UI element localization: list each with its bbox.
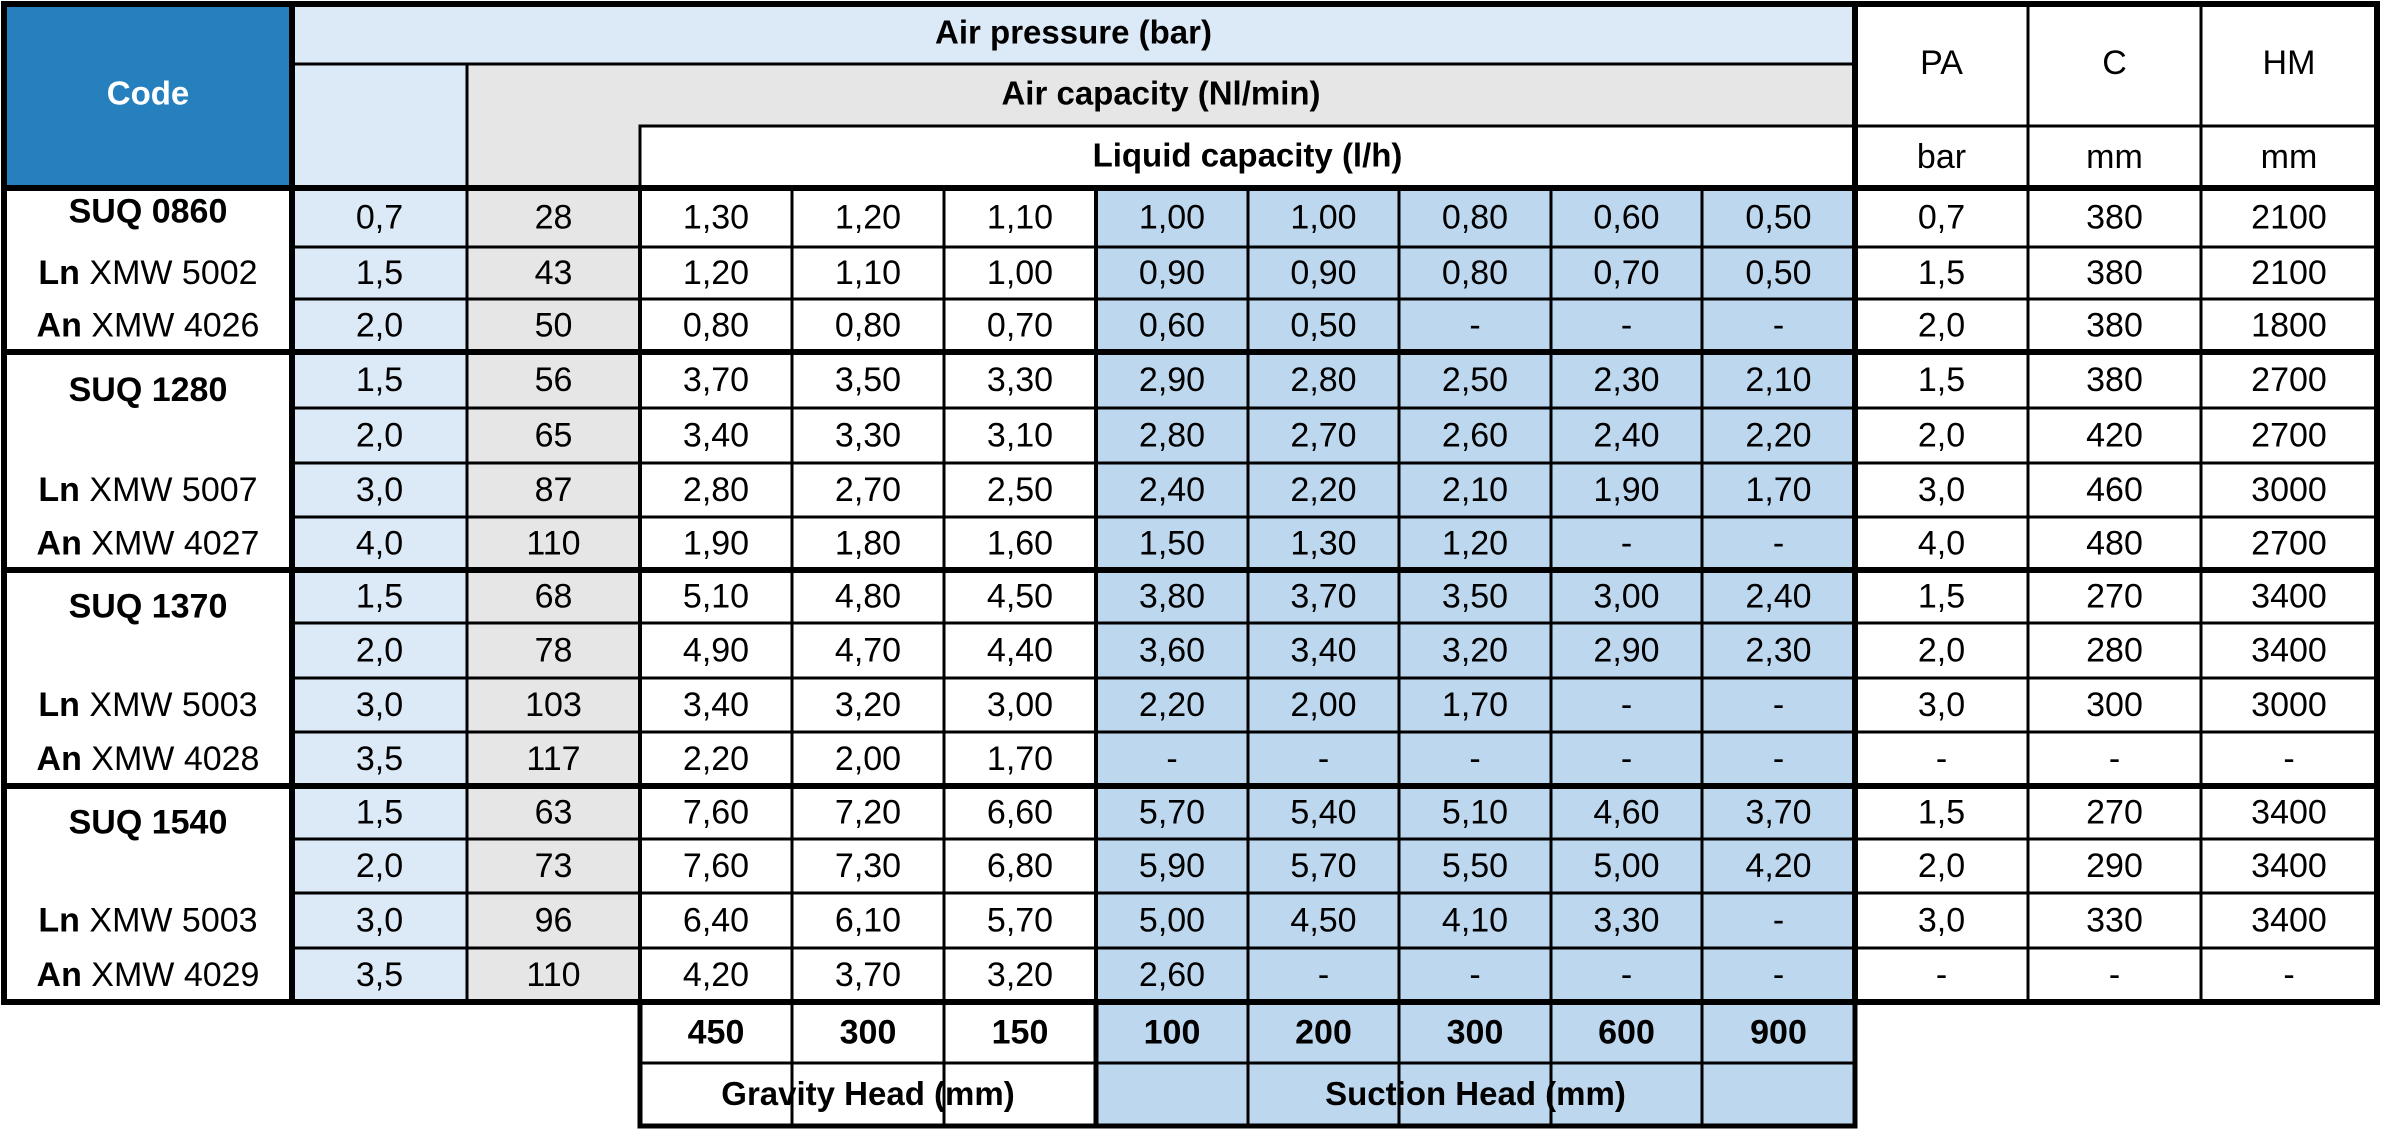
table-cell: - (1935, 739, 1948, 778)
table-cell: 1,5 (355, 360, 404, 399)
table-cell: 330 (2086, 901, 2143, 940)
table-cell: 1,00 (1290, 198, 1357, 237)
table-cell: - (1772, 306, 1785, 345)
head-value: 100 (1143, 1013, 1201, 1052)
table-cell: 7,60 (682, 793, 750, 832)
table-cell: 3,50 (834, 360, 902, 399)
head-value: 150 (991, 1013, 1049, 1052)
table-cell: 2,70 (834, 470, 902, 509)
table-cell: - (1317, 739, 1330, 778)
table-cell: 1,70 (986, 739, 1054, 778)
table-cell: 4,80 (834, 577, 902, 616)
table-cell: 5,00 (1138, 901, 1206, 940)
table-cell: 5,50 (1441, 846, 1509, 885)
table-cell: - (1935, 955, 1948, 994)
table-cell: 3,5 (355, 739, 404, 778)
head-value: 300 (839, 1013, 897, 1052)
table-cell: - (1772, 955, 1785, 994)
table-cell: - (2283, 955, 2295, 994)
code-header: Code (106, 74, 190, 112)
table-cell: 2,10 (1745, 360, 1812, 399)
an-code-value: XMW 4028 (81, 739, 260, 778)
head-value: 600 (1598, 1013, 1655, 1052)
table-cell: 2100 (2251, 253, 2327, 292)
table-cell: 1,60 (986, 524, 1054, 563)
ln-code-prefix: Ln (38, 901, 80, 940)
head-value: 300 (1446, 1013, 1504, 1052)
table-cell: 117 (526, 739, 581, 778)
table-cell: 103 (525, 685, 582, 724)
suction-head-label: Suction Head (mm) (1325, 1075, 1626, 1113)
table-cell: 1,80 (834, 524, 902, 563)
table-cell: 1,70 (1441, 685, 1509, 724)
table-cell: 3,70 (1290, 577, 1357, 616)
table-cell: 3,80 (1138, 577, 1206, 616)
table-cell: 4,10 (1441, 901, 1509, 940)
table-cell: - (1166, 739, 1178, 778)
hm-unit: mm (2260, 137, 2318, 176)
table-cell: - (1469, 955, 1481, 994)
table-cell: 1,50 (1138, 524, 1206, 563)
table-cell: 5,10 (1441, 793, 1509, 832)
table-cell: 2,0 (355, 631, 404, 670)
table-cell: 2,50 (986, 470, 1054, 509)
table-cell: - (1620, 306, 1633, 345)
product-code: SUQ 0860 (68, 192, 228, 231)
table-cell: 68 (534, 577, 573, 616)
table-cell: 280 (2086, 631, 2143, 670)
table-cell: 1,5 (355, 793, 404, 832)
product-code: SUQ 1540 (68, 803, 228, 842)
table-cell: 4,0 (355, 524, 404, 563)
table-cell: 3,0 (1917, 685, 1966, 724)
table-cell: 1800 (2251, 306, 2327, 345)
table-cell: 3400 (2251, 793, 2327, 832)
table-cell: 4,50 (986, 577, 1054, 616)
table-cell: 0,50 (1290, 306, 1357, 345)
table-cell: 3,0 (355, 470, 404, 509)
table-cell: 2,80 (682, 470, 750, 509)
table-cell: 0,60 (1593, 198, 1660, 237)
table-cell: 4,70 (834, 631, 902, 670)
table-cell: - (2108, 739, 2121, 778)
table-cell: 4,50 (1290, 901, 1357, 940)
table-cell: 0,50 (1745, 198, 1812, 237)
table-cell: 5,70 (1138, 793, 1206, 832)
head-value: 200 (1295, 1013, 1352, 1052)
table-cell: 2,30 (1593, 360, 1660, 399)
table-cell: 3,40 (682, 685, 750, 724)
table-cell: 3,0 (355, 901, 404, 940)
table-cell: 1,20 (834, 198, 902, 237)
table-cell: 0,90 (1138, 253, 1206, 292)
ln-code-prefix: Ln (38, 253, 80, 292)
ln-code-value: XMW 5003 (79, 685, 258, 724)
table-cell: 380 (2086, 253, 2143, 292)
table-cell: 6,10 (834, 901, 902, 940)
table-cell: 1,5 (1917, 360, 1966, 399)
table-cell: 3,30 (1593, 901, 1660, 940)
ln-code-prefix: Ln (38, 470, 80, 509)
table-cell: 3,20 (986, 955, 1054, 994)
table-cell: 3000 (2251, 685, 2327, 724)
an-code-value: XMW 4029 (81, 955, 260, 994)
an-code-prefix: An (36, 739, 82, 778)
table-cell: 1,20 (682, 253, 750, 292)
table-cell: 0,90 (1290, 253, 1357, 292)
c-unit: mm (2086, 137, 2143, 176)
table-cell: 1,30 (1290, 524, 1357, 563)
table-cell: 5,70 (1290, 846, 1357, 885)
table-cell: 1,5 (1917, 793, 1966, 832)
air-pressure-header: Air pressure (bar) (935, 13, 1212, 51)
table-cell: 3,5 (355, 955, 404, 994)
table-cell: - (2108, 955, 2121, 994)
table-cell: 2,10 (1441, 470, 1509, 509)
table-cell: 3,30 (834, 416, 902, 455)
table-cell: 2100 (2251, 198, 2327, 237)
table-cell: 1,5 (1917, 253, 1966, 292)
table-cell: 0,7 (355, 198, 404, 237)
table-cell: 420 (2086, 416, 2143, 455)
table-cell: 2,60 (1138, 955, 1206, 994)
table-cell: 290 (2086, 846, 2143, 885)
table-cell: 1,90 (682, 524, 750, 563)
table-cell: 2,0 (1917, 631, 1966, 670)
table-cell: 270 (2086, 793, 2143, 832)
ln-code (38, 471, 257, 509)
product-code: SUQ 1370 (68, 587, 228, 626)
an-code-prefix: An (36, 306, 82, 345)
table-cell: 4,40 (986, 631, 1054, 670)
table-cell: 3,10 (986, 416, 1054, 455)
table-cell: 0,80 (1441, 253, 1509, 292)
table-cell: 3,50 (1441, 577, 1509, 616)
table-cell: 2,20 (1745, 416, 1812, 455)
table-cell: 3,70 (682, 360, 750, 399)
air-capacity-header: Air capacity (Nl/min) (1001, 74, 1321, 112)
an-code (37, 740, 260, 778)
table-cell: 2,20 (1290, 470, 1357, 509)
table-cell: 5,40 (1290, 793, 1357, 832)
table-cell: 2,30 (1745, 631, 1812, 670)
ln-code (38, 901, 257, 939)
table-cell: 3,40 (682, 416, 750, 455)
table-cell: 2,00 (834, 739, 902, 778)
table-cell: 2700 (2251, 524, 2327, 563)
table-cell: 270 (2086, 577, 2143, 616)
table-cell: 3400 (2251, 577, 2327, 616)
table-cell: 0,80 (834, 306, 902, 345)
table-cell: 1,70 (1745, 470, 1812, 509)
an-code-value: XMW 4026 (81, 306, 260, 345)
table-cell: - (1772, 739, 1785, 778)
table-cell: - (1620, 524, 1633, 563)
table-cell: 6,60 (986, 793, 1054, 832)
table-cell: 3,20 (1441, 631, 1509, 670)
hm-header: HM (2262, 43, 2316, 82)
table-cell: 3,00 (1593, 577, 1660, 616)
table-cell: - (1620, 739, 1633, 778)
air-capacity-header-cell (467, 126, 640, 188)
an-code-prefix: An (36, 955, 82, 994)
an-code (37, 956, 260, 994)
table-cell: 1,20 (1441, 524, 1509, 563)
table-cell: 2,80 (1138, 416, 1206, 455)
table-cell: 5,90 (1138, 846, 1206, 885)
table-cell: 110 (526, 955, 581, 994)
table-cell: 3400 (2251, 846, 2327, 885)
table-cell: 480 (2086, 524, 2143, 563)
pa-unit: bar (1916, 137, 1967, 176)
table-cell: - (1772, 685, 1785, 724)
table-cell: 1,00 (1138, 198, 1206, 237)
air-pressure-header-cell (292, 64, 467, 188)
table-cell: 3,0 (1917, 901, 1966, 940)
table-cell: 2700 (2251, 416, 2327, 455)
table-cell: 56 (534, 360, 573, 399)
table-cell: 1,5 (1917, 577, 1966, 616)
ln-code (38, 686, 257, 724)
liquid-capacity-header: Liquid capacity (l/h) (1092, 136, 1403, 174)
table-cell: 63 (534, 793, 573, 832)
table-cell: 1,30 (682, 198, 750, 237)
table-cell: 2,90 (1593, 631, 1660, 670)
table-cell: 6,80 (986, 846, 1054, 885)
head-value: 900 (1750, 1013, 1807, 1052)
table-cell: 1,5 (355, 253, 404, 292)
table-cell: - (1620, 955, 1633, 994)
table-cell: 4,60 (1593, 793, 1660, 832)
table-cell: 0,70 (1593, 253, 1660, 292)
gravity-head-label: Gravity Head (mm) (721, 1075, 1015, 1113)
table-cell: 2700 (2251, 360, 2327, 399)
table-cell: 1,5 (355, 577, 404, 616)
table-cell: 3,0 (1917, 470, 1966, 509)
table-cell: 2,70 (1290, 416, 1357, 455)
table-cell: 3400 (2251, 631, 2327, 670)
table-cell: 2,20 (682, 739, 750, 778)
table-cell: 0,60 (1138, 306, 1206, 345)
table-cell: 65 (534, 416, 573, 455)
table-cell: - (1772, 524, 1785, 563)
table-cell: 28 (534, 198, 573, 237)
table-cell: - (1317, 955, 1330, 994)
ln-code-value: XMW 5007 (79, 470, 258, 509)
table-cell: 4,90 (682, 631, 750, 670)
table-cell: 2,40 (1745, 577, 1812, 616)
ln-code-value: XMW 5002 (79, 253, 258, 292)
table-cell: 1,10 (834, 253, 902, 292)
table-cell: 3,30 (986, 360, 1054, 399)
table-cell: 2,60 (1441, 416, 1509, 455)
table-cell: 3,0 (355, 685, 404, 724)
table-cell: 1,00 (986, 253, 1054, 292)
table-cell: 73 (534, 846, 573, 885)
table-cell: - (1620, 685, 1633, 724)
ln-code (38, 254, 257, 292)
table-cell: 96 (534, 901, 573, 940)
an-code-prefix: An (36, 524, 82, 563)
table-cell: 3,00 (986, 685, 1054, 724)
table-cell: 2,50 (1441, 360, 1509, 399)
table-cell: 5,00 (1593, 846, 1660, 885)
table-cell: 0,7 (1917, 198, 1966, 237)
table-cell: 3,70 (1745, 793, 1812, 832)
table-cell: 2,0 (1917, 416, 1966, 455)
table-cell: 43 (534, 253, 573, 292)
table-cell: 1,10 (986, 198, 1054, 237)
table-cell: 2,0 (1917, 306, 1966, 345)
table-cell: 300 (2086, 685, 2143, 724)
an-code (37, 524, 260, 562)
table-cell: 2,0 (355, 416, 404, 455)
table-cell: 1,90 (1593, 470, 1660, 509)
table-cell: 4,20 (682, 955, 750, 994)
ln-code-prefix: Ln (38, 685, 80, 724)
table-cell: 2,80 (1290, 360, 1357, 399)
table-cell: 7,60 (682, 846, 750, 885)
table-cell: 3,40 (1290, 631, 1357, 670)
table-cell: 380 (2086, 306, 2143, 345)
an-code (37, 306, 260, 344)
table-cell: - (1772, 901, 1785, 940)
table-cell: 2,40 (1138, 470, 1206, 509)
table-cell: 5,70 (986, 901, 1054, 940)
table-cell: 87 (534, 470, 573, 509)
head-value: 450 (687, 1013, 745, 1052)
table-cell: - (2283, 739, 2295, 778)
table-cell: 380 (2086, 198, 2143, 237)
an-code-value: XMW 4027 (81, 524, 260, 563)
table-cell: 7,30 (834, 846, 902, 885)
table-cell: 380 (2086, 360, 2143, 399)
table-cell: 3400 (2251, 901, 2327, 940)
table-cell: 2,0 (355, 306, 404, 345)
table-cell: 6,40 (682, 901, 750, 940)
table-cell: 0,80 (682, 306, 750, 345)
table-cell: 50 (534, 306, 573, 345)
table-cell: 2,00 (1290, 685, 1357, 724)
ln-code-value: XMW 5003 (79, 901, 258, 940)
table-cell: 0,70 (986, 306, 1054, 345)
table-cell: 2,0 (1917, 846, 1966, 885)
table-cell: 3,20 (834, 685, 902, 724)
table-cell: 3,60 (1138, 631, 1206, 670)
table-cell: 460 (2086, 470, 2143, 509)
table-cell: 0,50 (1745, 253, 1812, 292)
table-cell: 2,20 (1138, 685, 1206, 724)
table-cell: 2,40 (1593, 416, 1660, 455)
table-cell: 78 (534, 631, 573, 670)
table-cell: 5,10 (682, 577, 750, 616)
pa-header: PA (1920, 43, 1963, 82)
table-cell: - (1469, 739, 1481, 778)
table-cell: 3,70 (834, 955, 902, 994)
table-cell: 0,80 (1441, 198, 1509, 237)
c-header: C (2102, 43, 2127, 82)
table-cell: 7,20 (834, 793, 902, 832)
table-cell: 2,90 (1138, 360, 1206, 399)
table-cell: - (1469, 306, 1481, 345)
table-cell: 4,0 (1917, 524, 1966, 563)
table-cell: 2,0 (355, 846, 404, 885)
table-cell: 4,20 (1745, 846, 1812, 885)
table-cell: 110 (526, 524, 581, 563)
table-cell: 3000 (2251, 470, 2327, 509)
product-code: SUQ 1280 (68, 370, 228, 409)
